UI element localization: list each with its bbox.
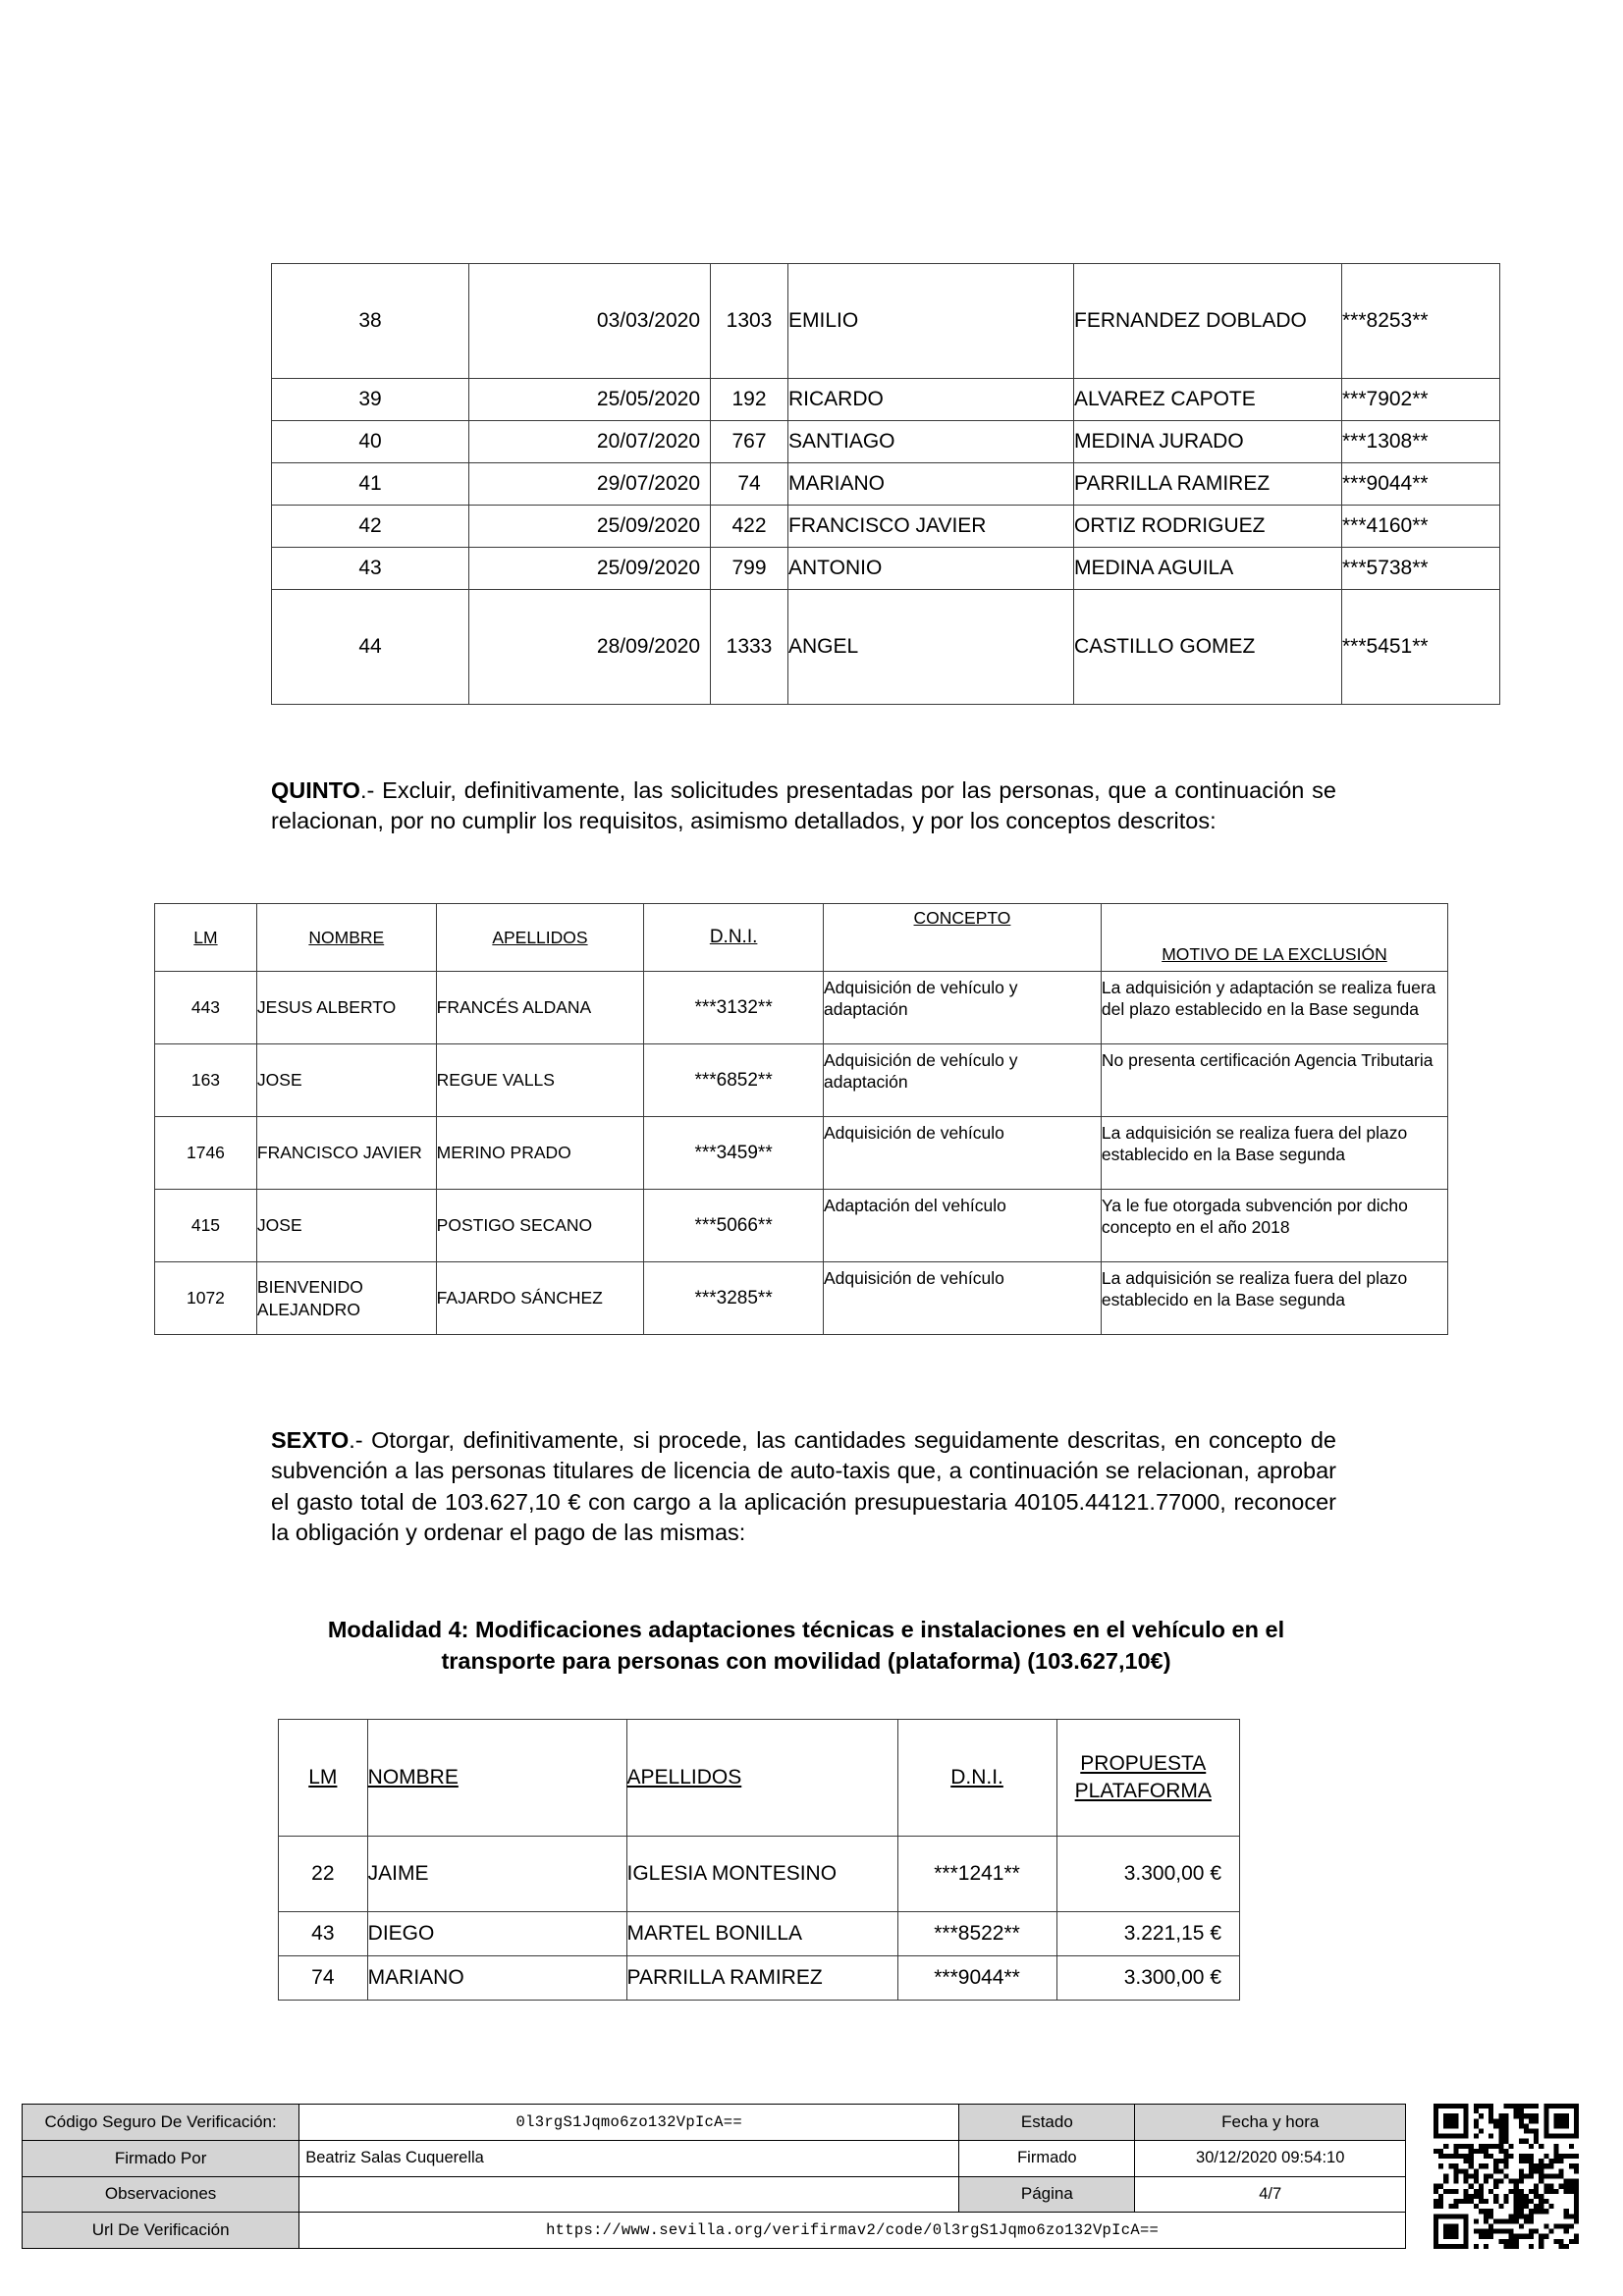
estado-label: Estado	[959, 2105, 1135, 2141]
table-header-row	[279, 1720, 1240, 1837]
cell-motivo: No presenta certificación Agencia Tributaria	[1101, 1044, 1447, 1117]
fecha-value: 30/12/2020 09:54:10	[1135, 2140, 1406, 2176]
observaciones-value	[299, 2176, 959, 2213]
cell-dni: ***5451**	[1342, 590, 1500, 705]
pagina-value: 4/7	[1135, 2176, 1406, 2213]
cell-lm: 163	[155, 1044, 257, 1117]
pagina-label: Página	[959, 2176, 1135, 2213]
cell-num: 767	[711, 421, 788, 463]
cell-num: 422	[711, 506, 788, 548]
cell-lm: 443	[155, 972, 257, 1044]
header-lm: LM	[155, 904, 257, 972]
cell-nombre: FRANCISCO JAVIER	[256, 1117, 436, 1190]
qr-code	[1434, 2104, 1579, 2249]
sexto-label: SEXTO	[271, 1427, 350, 1453]
cell-dni: ***5066**	[644, 1190, 824, 1262]
qr-code-icon	[1434, 2104, 1579, 2249]
cell-fecha: 28/09/2020	[469, 590, 711, 705]
cell-apellidos: MARTEL BONILLA	[626, 1912, 897, 1956]
cell-fecha: 25/05/2020	[469, 379, 711, 421]
cell-fecha: 20/07/2020	[469, 421, 711, 463]
cell-nombre: ANGEL	[788, 590, 1074, 705]
cell-dni: ***9044**	[897, 1956, 1056, 2001]
cell-concepto: Adquisición de vehículo	[824, 1262, 1102, 1335]
paragraph-quinto	[271, 775, 1336, 837]
sexto-text: .- Otorgar, definitivamente, si procede, las cantidades seguidamente descritas, en concepto de subvención a las personas titulares de licencia de auto-taxis que, a continuación se relacionan, aprobar el gasto total de 103.627,10 € con cargo a la aplicación presupuestaria 40105.44121.77000, reconocer la obligación y ordenar el pago de las mismas:	[271, 1427, 1336, 1545]
cell-apellidos: FERNANDEZ DOBLADO	[1074, 264, 1342, 379]
cell-nombre: JAIME	[367, 1837, 626, 1912]
cell-apellidos: ORTIZ RODRIGUEZ	[1074, 506, 1342, 548]
table-row	[272, 379, 1500, 421]
header-lm: LM	[279, 1720, 368, 1837]
cell-concepto: Adquisición de vehículo	[824, 1117, 1102, 1190]
cell-apellidos: ALVAREZ CAPOTE	[1074, 379, 1342, 421]
header-propuesta-plataforma: PROPUESTA PLATAFORMA	[1056, 1720, 1239, 1837]
cell-concepto: Adquisición de vehículo y adaptación	[824, 972, 1102, 1044]
cell-fecha: 25/09/2020	[469, 548, 711, 590]
cell-concepto: Adquisición de vehículo y adaptación	[824, 1044, 1102, 1117]
table-row	[272, 506, 1500, 548]
cell-fecha: 25/09/2020	[469, 506, 711, 548]
modalidad-4-table	[278, 1719, 1240, 2001]
cell-apellidos: PARRILLA RAMIREZ	[626, 1956, 897, 2001]
cell-nombre: ANTONIO	[788, 548, 1074, 590]
cell-lm: 415	[155, 1190, 257, 1262]
header-motivo: MOTIVO DE LA EXCLUSIÓN	[1101, 904, 1447, 972]
cell-apellidos: FAJARDO SÁNCHEZ	[436, 1262, 644, 1335]
cell-nombre: JOSE	[256, 1190, 436, 1262]
csv-value: 0l3rgS1Jqmo6zo132VpIcA==	[299, 2105, 959, 2141]
footer-row-csv	[23, 2105, 1406, 2141]
cell-nombre: SANTIAGO	[788, 421, 1074, 463]
header-concepto: CONCEPTO	[824, 904, 1102, 972]
cell-dni: ***3459**	[644, 1117, 824, 1190]
cell-importe: 3.300,00 €	[1056, 1837, 1239, 1912]
cell-apellidos: PARRILLA RAMIREZ	[1074, 463, 1342, 506]
cell-num: 1333	[711, 590, 788, 705]
table-header-row	[155, 904, 1448, 972]
table-row	[155, 972, 1448, 1044]
cell-apellidos: MEDINA AGUILA	[1074, 548, 1342, 590]
cell-dni: ***7902**	[1342, 379, 1500, 421]
footer-row-firmado	[23, 2140, 1406, 2176]
cell-nombre: EMILIO	[788, 264, 1074, 379]
footer-row-observaciones	[23, 2176, 1406, 2213]
cell-nombre: MARIANO	[367, 1956, 626, 2001]
cell-lm: 38	[272, 264, 469, 379]
observaciones-label: Observaciones	[23, 2176, 299, 2213]
cell-apellidos: CASTILLO GOMEZ	[1074, 590, 1342, 705]
header-nombre: NOMBRE	[367, 1720, 626, 1837]
table-row	[272, 463, 1500, 506]
header-apellidos: APELLIDOS	[626, 1720, 897, 1837]
csv-label: Código Seguro De Verificación:	[23, 2105, 299, 2141]
cell-dni: ***3285**	[644, 1262, 824, 1335]
cell-dni: ***8253**	[1342, 264, 1500, 379]
cell-apellidos: FRANCÉS ALDANA	[436, 972, 644, 1044]
cell-apellidos: POSTIGO SECANO	[436, 1190, 644, 1262]
cell-nombre: DIEGO	[367, 1912, 626, 1956]
cell-dni: ***6852**	[644, 1044, 824, 1117]
cell-importe: 3.221,15 €	[1056, 1912, 1239, 1956]
table-row	[272, 590, 1500, 705]
cell-dni: ***9044**	[1342, 463, 1500, 506]
header-dni: D.N.I.	[897, 1720, 1056, 1837]
cell-apellidos: IGLESIA MONTESINO	[626, 1837, 897, 1912]
cell-apellidos: MEDINA JURADO	[1074, 421, 1342, 463]
exclusions-table	[154, 903, 1448, 1335]
cell-nombre: JOSE	[256, 1044, 436, 1117]
cell-lm: 42	[272, 506, 469, 548]
cell-lm: 43	[279, 1912, 368, 1956]
cell-dni: ***5738**	[1342, 548, 1500, 590]
table-row	[155, 1190, 1448, 1262]
fecha-label: Fecha y hora	[1135, 2105, 1406, 2141]
url-label: Url De Verificación	[23, 2213, 299, 2249]
cell-dni: ***1241**	[897, 1837, 1056, 1912]
verification-footer	[22, 2104, 1600, 2249]
cell-lm: 40	[272, 421, 469, 463]
cell-lm: 22	[279, 1837, 368, 1912]
header-apellidos: APELLIDOS	[436, 904, 644, 972]
table-row	[272, 421, 1500, 463]
cell-lm: 39	[272, 379, 469, 421]
cell-motivo: La adquisición se realiza fuera del plazo establecido en la Base segunda	[1101, 1117, 1447, 1190]
cell-nombre: RICARDO	[788, 379, 1074, 421]
quinto-text: .- Excluir, definitivamente, las solicitudes presentadas por las personas, que a continuación se relacionan, por no cumplir los requisitos, asimismo detallados, y por los conceptos descritos:	[271, 777, 1336, 834]
cell-num: 799	[711, 548, 788, 590]
cell-nombre: JESUS ALBERTO	[256, 972, 436, 1044]
table-row	[279, 1837, 1240, 1912]
paragraph-sexto	[271, 1425, 1336, 1548]
quinto-label: QUINTO	[271, 777, 360, 803]
cell-lm: 44	[272, 590, 469, 705]
table-row	[155, 1044, 1448, 1117]
table-row	[155, 1117, 1448, 1190]
cell-fecha: 29/07/2020	[469, 463, 711, 506]
cell-dni: ***8522**	[897, 1912, 1056, 1956]
table-row	[279, 1912, 1240, 1956]
cell-motivo: La adquisición y adaptación se realiza fuera del plazo establecido en la Base segunda	[1101, 972, 1447, 1044]
cell-nombre: BIENVENIDO ALEJANDRO	[256, 1262, 436, 1335]
footer-row-url	[23, 2213, 1406, 2249]
cell-lm: 1746	[155, 1117, 257, 1190]
cell-lm: 1072	[155, 1262, 257, 1335]
firmado-label: Firmado Por	[23, 2140, 299, 2176]
cell-apellidos: REGUE VALLS	[436, 1044, 644, 1117]
cell-num: 1303	[711, 264, 788, 379]
table-row	[272, 264, 1500, 379]
cell-concepto: Adaptación del vehículo	[824, 1190, 1102, 1262]
cell-dni: ***4160**	[1342, 506, 1500, 548]
modalidad-4-title: Modalidad 4: Modificaciones adaptaciones técnicas e instalaciones en el vehículo en el transporte para personas con movilidad (plataforma) (103.627,10€)	[327, 1617, 1285, 1674]
cell-lm: 41	[272, 463, 469, 506]
cell-motivo: La adquisición se realiza fuera del plazo establecido en la Base segunda	[1101, 1262, 1447, 1335]
cell-apellidos: MERINO PRADO	[436, 1117, 644, 1190]
cell-motivo: Ya le fue otorgada subvención por dicho concepto en el año 2018	[1101, 1190, 1447, 1262]
table-row	[155, 1262, 1448, 1335]
cell-dni: ***1308**	[1342, 421, 1500, 463]
cell-num: 192	[711, 379, 788, 421]
admitted-applications-table	[271, 263, 1429, 705]
cell-importe: 3.300,00 €	[1056, 1956, 1239, 2001]
table-row	[272, 548, 1500, 590]
cell-nombre: FRANCISCO JAVIER	[788, 506, 1074, 548]
header-dni: D.N.I.	[644, 904, 824, 972]
cell-dni: ***3132**	[644, 972, 824, 1044]
url-value[interactable]: https://www.sevilla.org/verifirmav2/code/0l3rgS1Jqmo6zo132VpIcA==	[299, 2213, 1406, 2249]
cell-fecha: 03/03/2020	[469, 264, 711, 379]
cell-lm: 74	[279, 1956, 368, 2001]
estado-value: Firmado	[959, 2140, 1135, 2176]
cell-lm: 43	[272, 548, 469, 590]
cell-nombre: MARIANO	[788, 463, 1074, 506]
table-row	[279, 1956, 1240, 2001]
firmado-value: Beatriz Salas Cuquerella	[299, 2140, 959, 2176]
cell-num: 74	[711, 463, 788, 506]
header-nombre: NOMBRE	[256, 904, 436, 972]
